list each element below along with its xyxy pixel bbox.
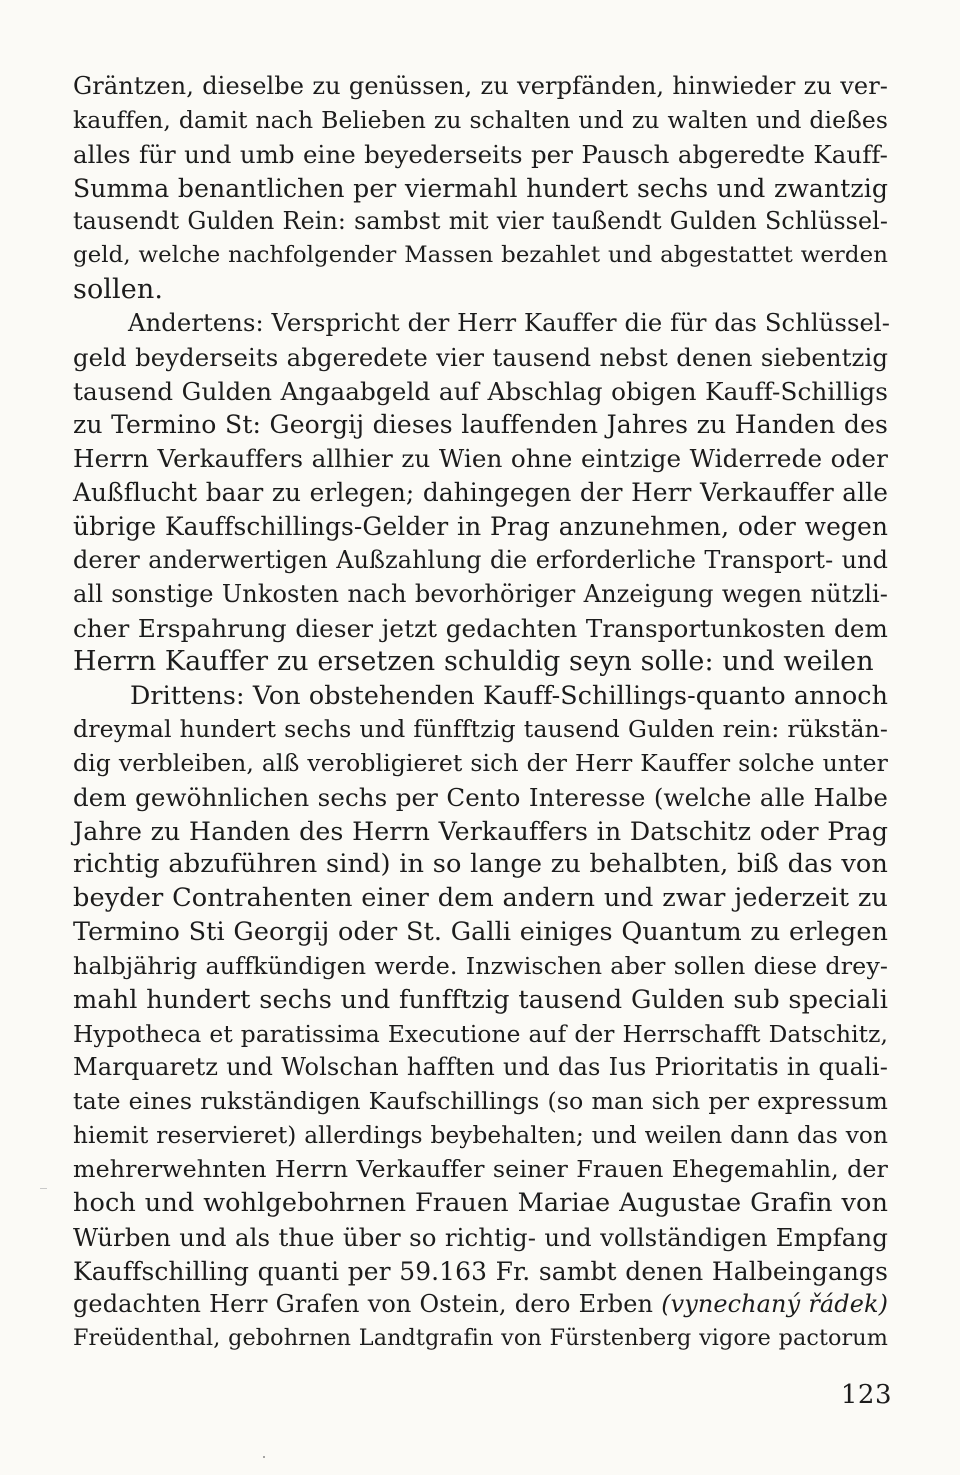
text-line: übrige Kauffschillings-Gelder in Prag anzunehmen, oder wegen bbox=[73, 511, 888, 541]
text-line: alles für und umb eine beyederseits per Pausch abgeredte Kauff- bbox=[73, 139, 888, 169]
text-line-part: gedachten Herr Grafen von Ostein, dero Erben bbox=[73, 1290, 654, 1319]
text-line: beyder Contrahenten einer dem andern und zwar jederzeit zu bbox=[73, 883, 888, 914]
text-line: mehrerwehnten Herrn Verkauffer seiner Frauen Ehegemahlin, der bbox=[73, 1155, 888, 1183]
margin-mark bbox=[40, 1188, 47, 1189]
text-line: hoch und wohlgebohrnen Frauen Mariae Augustae Grafin von bbox=[73, 1187, 888, 1218]
text-line: halbjährig auffkündigen werde. Inzwischen aber sollen diese drey- bbox=[73, 951, 888, 980]
margin-dot bbox=[263, 1456, 265, 1458]
paragraph-start-line: Drittens: Von obstehenden Kauff-Schillings-quanto annoch bbox=[130, 680, 888, 711]
text-line: mahl hundert sechs und funfftzig tausend Gulden sub speciali bbox=[73, 984, 888, 1015]
text-line: Marquaretz und Wolschan hafften und das Ius Prioritatis in quali- bbox=[73, 1053, 888, 1082]
text-line: Freüdenthal, gebohrnen Landtgrafin von Fürstenberg vigore pactorum bbox=[73, 1325, 888, 1352]
text-line: Gräntzen, dieselbe zu genüssen, zu verpfänden, hinwieder zu ver- bbox=[73, 72, 888, 100]
text-line: Jahre zu Handen des Herrn Verkauffers in Datschitz oder Prag bbox=[73, 816, 888, 846]
text-line: tate eines rukständigen Kaufschillings (so man sich per expressum bbox=[73, 1087, 888, 1116]
text-line: zu Termino St: Georgij dieses lauffenden Jahres zu Handen des bbox=[73, 410, 888, 440]
text-line: hiemit reservieret) allerdings beybehalten; und weilen dann das von bbox=[73, 1122, 888, 1150]
paragraph-start-line: Andertens: Verspricht der Herr Kauffer die für das Schlüssel- bbox=[128, 308, 891, 337]
editorial-note: (vynechaný řádek) bbox=[661, 1290, 889, 1319]
body-text bbox=[73, 70, 891, 1356]
text-line: Summa benantlichen per viermahl hundert sechs und zwantzig bbox=[73, 173, 888, 203]
text-line: Würben und als thue über so richtig- und vollständigen Empfang bbox=[73, 1222, 888, 1252]
text-line: Kauffschilling quanti per 59.163 Fr. sambt denen Halbeingangs bbox=[73, 1256, 888, 1286]
text-line: dem gewöhnlichen sechs per Cento Interesse (welche alle Halbe bbox=[73, 782, 888, 812]
text-line: Außflucht baar zu erlegen; dahingegen der Herr Verkauffer alle bbox=[73, 478, 888, 508]
text-line: Termino Sti Georgij oder St. Galli einiges Quantum zu erlegen bbox=[73, 917, 888, 948]
text-line: cher Erspahrung dieser jetzt gedachten Transportunkosten dem bbox=[73, 613, 888, 643]
text-line: all sonstige Unkosten nach bevorhöriger Anzeigung wegen nützli- bbox=[73, 579, 888, 608]
page-number: 123 bbox=[840, 1380, 892, 1410]
text-line: richtig abzuführen sind) in so lange zu behalbten, biß das von bbox=[73, 849, 888, 880]
text-line: geld beyderseits abgeredete vier tausend nebst denen siebentzig bbox=[73, 342, 888, 372]
text-line: tausendt Gulden Rein: sambst mit vier taußendt Gulden Schlüssel- bbox=[73, 207, 888, 236]
text-line: sollen. bbox=[73, 274, 164, 306]
text-line: Herrn Verkauffers allhier zu Wien ohne eintzige Widerrede oder bbox=[73, 444, 888, 474]
text-line: Herrn Kauffer zu ersetzen schuldig seyn solle: und weilen bbox=[73, 646, 874, 678]
text-line: kauffen, damit nach Belieben zu schalten und zu walten und dießes bbox=[73, 105, 888, 134]
text-line: geld, welche nachfolgender Massen bezahlet und abgestattet werden bbox=[73, 242, 888, 269]
text-line: tausend Gulden Angaabgeld auf Abschlag obigen Kauff-Schilligs bbox=[73, 376, 888, 406]
text-line-with-note bbox=[73, 1288, 888, 1322]
text-line: dig verbleiben, alß verobligieret sich der Herr Kauffer solche unter bbox=[73, 748, 888, 777]
text-line: dreymal hundert sechs und fünfftzig tausend Gulden rein: rükstän- bbox=[73, 715, 888, 744]
text-line: derer anderwertigen Außzahlung die erforderliche Transport- und bbox=[73, 545, 888, 574]
text-line: Hypotheca et paratissima Executione auf der Herrschafft Datschitz, bbox=[73, 1020, 888, 1048]
